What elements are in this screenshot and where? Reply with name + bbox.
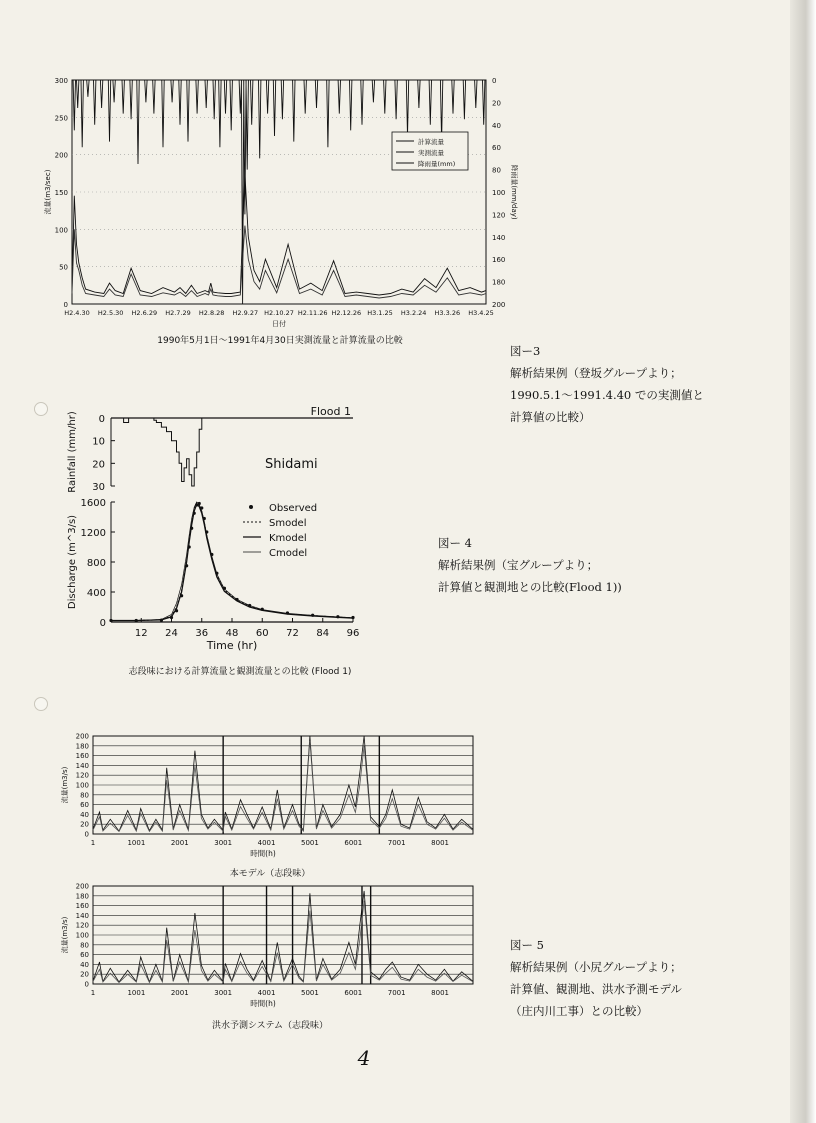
x-tick-label: 2001	[170, 839, 189, 847]
x-axis-label: 日付	[272, 320, 286, 328]
y-tick-label: 150	[54, 189, 68, 197]
y-tick-label: 80	[80, 791, 89, 800]
fig4-note-line: 解析結果例（宝グループより；	[438, 558, 599, 572]
y-tick-label: 200	[54, 151, 68, 160]
x-tick-label: H2.7.29	[165, 309, 191, 317]
observed-point	[188, 545, 191, 548]
y-tick-label: 400	[86, 588, 106, 599]
observed-point	[203, 517, 206, 520]
fig3-note-line: 計算値の比較）	[510, 410, 591, 424]
y-tick-label: 20	[80, 820, 89, 829]
observed-point	[185, 564, 188, 567]
y-axis-label: 流量(m3/s)	[61, 766, 69, 804]
x-tick-label: H3.1.25	[367, 309, 393, 317]
observed-point	[261, 608, 264, 611]
legend-label: Smodel	[269, 518, 307, 529]
y-tick-label: 200	[75, 732, 89, 741]
y2-tick-label: 0	[492, 77, 497, 85]
fig3-svg	[40, 70, 520, 328]
observed-point	[351, 616, 354, 619]
x-tick-label: H2.10.27	[264, 309, 294, 317]
series-calculated-line	[72, 226, 486, 298]
y2-axis-label: 降雨量(mm/day)	[510, 164, 518, 220]
fig5-bottom-chart	[55, 880, 485, 1012]
y-tick-label: 60	[80, 951, 89, 960]
fig3-caption: 1990年5月1日〜1991年4月30日実測流量と計算流量の比較	[157, 336, 403, 346]
observed-point	[160, 619, 163, 622]
x-tick-label: 3001	[214, 839, 233, 847]
x-axis-label: Time (hr)	[206, 639, 258, 652]
fig4-caption: 志段味における計算流量と観測流量との比較 (Flood 1)	[128, 667, 352, 677]
y-tick-label: 140	[75, 761, 89, 770]
observed-point	[109, 619, 112, 622]
punch-hole	[34, 402, 48, 416]
x-tick-label: 7001	[387, 839, 406, 847]
x-tick-label: H3.2.24	[400, 309, 427, 317]
x-tick-label: 48	[225, 628, 239, 639]
rain-tick-label: 0	[98, 414, 105, 425]
fig4-svg	[55, 398, 375, 658]
y2-tick-label: 140	[492, 233, 506, 242]
observed-point	[180, 594, 183, 597]
fig3-note-line: 解析結果例（登坂グループより；	[510, 366, 682, 380]
x-tick-label: 2001	[170, 989, 189, 997]
legend-label: Cmodel	[269, 548, 308, 559]
series-rainfall-line	[72, 80, 486, 304]
plot-frame	[72, 80, 486, 304]
fig4-chart	[55, 398, 375, 658]
observed-point	[200, 506, 203, 509]
x-tick-label: 3001	[214, 989, 233, 997]
observed-point	[210, 553, 213, 556]
x-tick-label: H2.5.30	[97, 309, 124, 317]
y-tick-label: 1600	[80, 498, 106, 509]
y-tick-label: 120	[75, 771, 89, 780]
fig5-top-caption: 本モデル（志段味）	[229, 869, 311, 879]
y-tick-label: 50	[59, 263, 68, 272]
y-tick-label: 180	[75, 892, 89, 901]
series-line	[93, 741, 473, 832]
y-tick-label: 250	[54, 114, 68, 123]
fig5-top-svg	[55, 730, 485, 862]
x-tick-label: 5001	[301, 839, 319, 847]
page-number: 4	[357, 1046, 371, 1070]
y-tick-label: 160	[75, 752, 89, 761]
observed-point	[205, 530, 208, 533]
y2-tick-label: 40	[492, 121, 501, 130]
y-tick-label: 100	[54, 226, 68, 235]
x-tick-label: 12	[134, 628, 148, 639]
legend-label: Observed	[269, 503, 318, 514]
fig4-note	[438, 532, 622, 598]
y-tick-label: 200	[75, 882, 89, 891]
y-tick-label: 0	[84, 830, 89, 839]
observed-point	[198, 502, 201, 505]
x-tick-label: H3.4.25	[468, 309, 494, 317]
y2-tick-label: 80	[492, 166, 501, 175]
fig4-note-line: 図ー 4	[438, 536, 472, 550]
x-axis-label: 時間(h)	[250, 849, 276, 858]
y-axis-label: Discharge (m^3/s)	[67, 514, 78, 610]
x-tick-label: 36	[195, 628, 209, 639]
fig3-note	[510, 340, 704, 428]
punch-hole	[34, 697, 48, 711]
x-tick-label: 8001	[431, 989, 449, 997]
fig5-note	[510, 934, 682, 1022]
series-line	[93, 901, 473, 983]
legend-label: 降雨量(mm)	[418, 160, 456, 168]
fig5-bottom-caption: 洪水予測システム（志段味）	[211, 1021, 329, 1031]
y-tick-label: 120	[75, 921, 89, 930]
fig5-top-chart	[55, 730, 485, 862]
legend-label: 計算流量	[418, 138, 444, 146]
series-line	[93, 736, 473, 831]
y-axis-label: 流量(m3/sec)	[44, 169, 52, 215]
page-edge-shadow	[790, 0, 816, 1123]
x-tick-label: 1	[90, 989, 96, 997]
observed-point	[193, 512, 196, 515]
y2-tick-label: 20	[492, 99, 501, 108]
y-tick-label: 40	[80, 960, 89, 969]
x-tick-label: 7001	[387, 989, 406, 997]
fig5-note-line: 図ー 5	[510, 938, 544, 952]
x-tick-label: 8001	[431, 839, 449, 847]
observed-point	[215, 572, 218, 575]
y-tick-label: 80	[80, 941, 89, 950]
y-tick-label: 140	[75, 911, 89, 920]
rain-tick-label: 20	[92, 459, 105, 471]
y-tick-label: 1200	[80, 528, 106, 539]
y2-tick-label: 180	[492, 278, 506, 287]
fig5-note-line: （庄内川工事）との比較）	[510, 1004, 648, 1018]
x-tick-label: H2.11.26	[297, 309, 328, 317]
y2-tick-label: 100	[492, 189, 506, 197]
observed-point	[190, 527, 193, 530]
fig4-note-line: 計算値と観測地との比較(Flood 1))	[438, 580, 622, 594]
rain-tick-label: 10	[92, 436, 105, 448]
station-annotation: Shidami	[265, 457, 318, 472]
y-tick-label: 100	[75, 931, 89, 940]
observed-point	[311, 614, 314, 617]
fig3-note-line: 1990.5.1〜1991.4.40 での実測値と	[510, 388, 704, 402]
x-tick-label: 72	[286, 628, 299, 639]
observed-point	[175, 609, 178, 612]
observed-point	[235, 598, 238, 601]
x-tick-label: 1001	[127, 989, 146, 997]
fig3-note-line: 図ー3	[510, 344, 541, 358]
observed-point	[248, 604, 251, 607]
x-tick-label: 1001	[127, 839, 146, 847]
x-tick-label: 4001	[257, 989, 276, 997]
rainfall-step-line	[111, 418, 202, 486]
observed-point	[135, 619, 138, 622]
x-tick-label: 5001	[301, 989, 319, 997]
x-tick-label: H3.3.26	[434, 309, 461, 317]
y-axis-label: 流量(m3/s)	[61, 916, 69, 954]
series-observed-line	[72, 173, 486, 295]
rain-axis-label: Rainfall (mm/hr)	[67, 411, 78, 493]
y-tick-label: 160	[75, 902, 89, 911]
y-tick-label: 180	[75, 742, 89, 751]
x-tick-label: 24	[165, 628, 178, 639]
x-tick-label: H2.12.26	[331, 309, 362, 317]
x-tick-label: H2.9.27	[232, 309, 259, 317]
x-tick-label: H2.4.30	[64, 309, 90, 317]
y2-tick-label: 200	[492, 301, 506, 309]
x-tick-label: 1	[90, 839, 96, 847]
y-tick-label: 0	[63, 301, 68, 309]
y2-tick-label: 120	[492, 211, 506, 220]
observed-point	[286, 611, 289, 614]
x-tick-label: 60	[255, 628, 269, 639]
fig5-note-line: 計算値、観測地、洪水予測モデル	[510, 982, 682, 996]
y2-tick-label: 160	[492, 256, 506, 265]
rain-tick-label: 30	[92, 482, 105, 493]
series-smodel-line	[111, 503, 353, 621]
x-tick-label: 84	[316, 628, 330, 639]
observed-point	[336, 615, 339, 618]
x-tick-label: 4001	[257, 839, 276, 847]
y-tick-label: 800	[86, 558, 106, 569]
x-tick-label: H2.8.28	[198, 309, 225, 317]
y-tick-label: 0	[84, 980, 89, 989]
legend-marker	[249, 505, 253, 509]
series-line	[93, 891, 473, 982]
y2-tick-label: 60	[492, 144, 501, 153]
x-tick-label: 6001	[344, 989, 363, 997]
x-tick-label: 96	[346, 628, 360, 639]
observed-point	[223, 587, 226, 590]
fig5-note-line: 解析結果例（小尻グループより；	[510, 960, 682, 974]
x-tick-label: 6001	[344, 839, 363, 847]
observed-point	[170, 616, 173, 619]
y-tick-label: 40	[80, 810, 89, 819]
x-axis-label: 時間(h)	[250, 999, 276, 1008]
y-tick-label: 100	[75, 781, 89, 790]
x-tick-label: H2.6.29	[131, 309, 158, 317]
fig5-bottom-svg	[55, 880, 485, 1012]
chart-title: Flood 1	[310, 405, 351, 418]
y-tick-label: 60	[80, 801, 89, 810]
y-tick-label: 20	[80, 970, 89, 979]
legend-label: Kmodel	[269, 533, 307, 544]
series-cmodel-line	[111, 502, 353, 621]
y-tick-label: 300	[54, 77, 68, 85]
y-tick-label: 0	[99, 618, 106, 629]
fig3-chart	[40, 70, 520, 328]
series-kmodel-line	[111, 504, 353, 620]
legend-label: 実測流量	[418, 149, 444, 157]
